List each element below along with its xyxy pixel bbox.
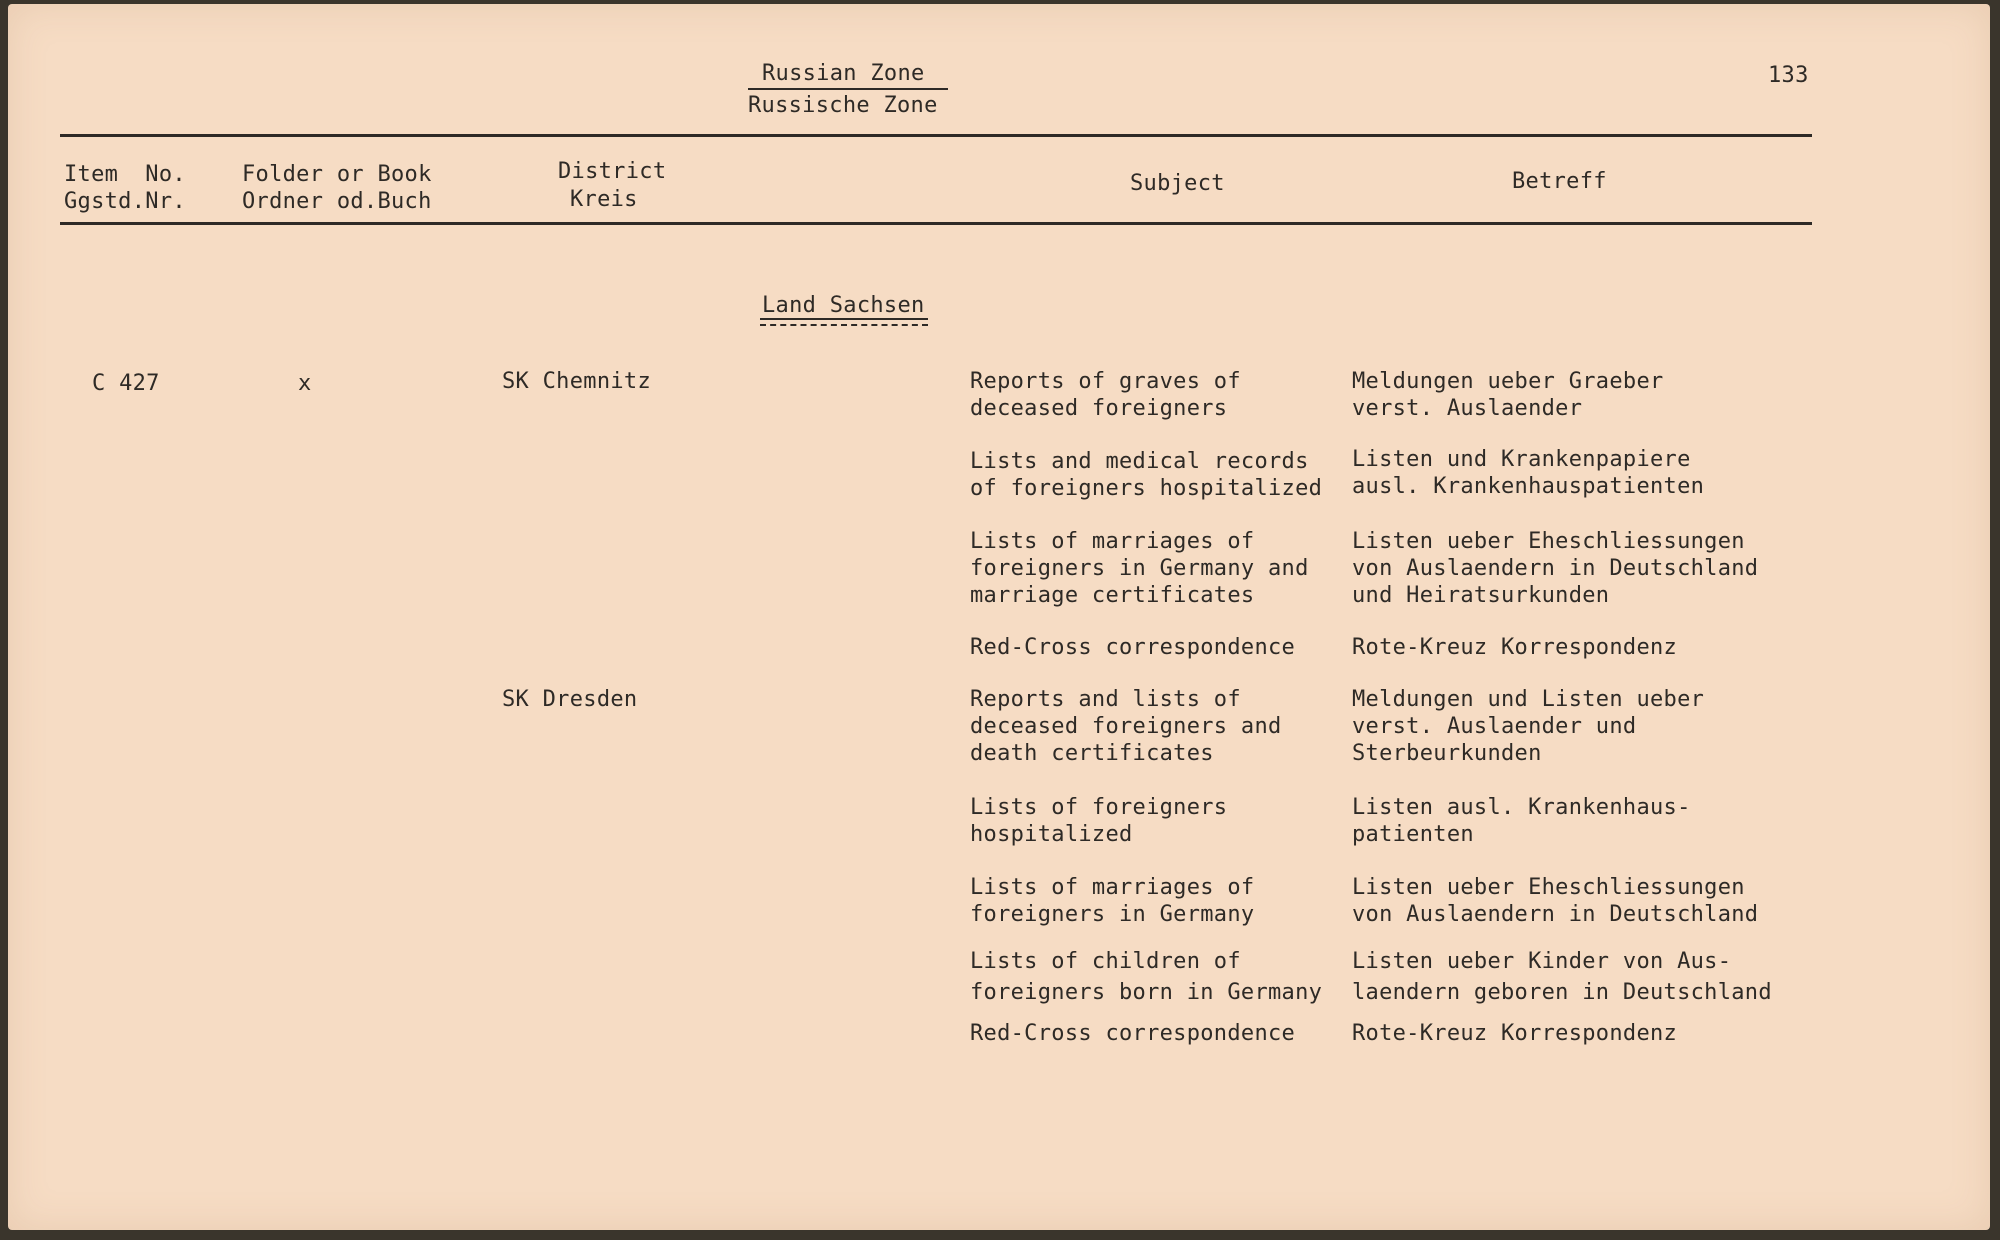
section-title-dashed-underline [760, 324, 928, 326]
betreff-line: verst. Auslaender und [1352, 714, 1637, 739]
col-district-en: District [558, 159, 667, 184]
subject-line: deceased foreigners and [970, 714, 1282, 739]
zone-title-en: Russian Zone [762, 61, 925, 86]
betreff-line: Meldungen ueber Graeber [1352, 369, 1664, 394]
betreff-line: Rote-Kreuz Korrespondenz [1352, 635, 1678, 660]
betreff-line: von Auslaendern in Deutschland [1352, 556, 1759, 581]
subject-line: Red-Cross correspondence [970, 635, 1296, 660]
folder-mark: x [298, 371, 312, 396]
col-folder-de: Ordner od.Buch [242, 189, 432, 214]
betreff-line: Listen ueber Eheschliessungen [1352, 529, 1745, 554]
subject-line: foreigners born in Germany [970, 980, 1323, 1005]
betreff-line: Listen ueber Kinder von Aus- [1352, 949, 1732, 974]
subject-line: Lists and medical records [970, 449, 1309, 474]
betreff-line: Listen und Krankenpapiere [1352, 447, 1691, 472]
betreff-line: verst. Auslaender [1352, 396, 1583, 421]
betreff-line: von Auslaendern in Deutschland [1352, 902, 1759, 927]
page-number: 133 [1768, 63, 1809, 88]
subject-line: death certificates [970, 741, 1214, 766]
section-title: Land Sachsen [762, 293, 925, 318]
subject-line: Lists of foreigners [970, 795, 1228, 820]
col-item-en: Item No. [64, 162, 186, 187]
subject-line: foreigners in Germany [970, 902, 1255, 927]
district-name: SK Chemnitz [502, 369, 651, 394]
subject-line: Reports and lists of [970, 687, 1241, 712]
subject-line: Lists of marriages of [970, 529, 1255, 554]
betreff-line: laendern geboren in Deutschland [1352, 980, 1772, 1005]
zone-title-de: Russische Zone [748, 93, 938, 118]
betreff-line: Listen ausl. Krankenhaus- [1352, 795, 1691, 820]
col-subject: Subject [1130, 171, 1225, 196]
table-top-rule [60, 134, 1812, 137]
betreff-line: Rote-Kreuz Korrespondenz [1352, 1021, 1678, 1046]
col-folder-en: Folder or Book [242, 162, 432, 187]
subject-line: marriage certificates [970, 583, 1255, 608]
item-number: C 427 [92, 371, 160, 396]
subject-line: deceased foreigners [970, 396, 1228, 421]
betreff-line: Meldungen und Listen ueber [1352, 687, 1705, 712]
betreff-line: patienten [1352, 822, 1474, 847]
subject-line: hospitalized [970, 822, 1133, 847]
district-name: SK Dresden [502, 687, 638, 712]
zone-title-underline [748, 88, 948, 90]
table-header-rule [60, 222, 1812, 225]
subject-line: Reports of graves of [970, 369, 1241, 394]
col-item-de: Ggstd.Nr. [64, 189, 186, 214]
col-betreff: Betreff [1512, 169, 1607, 194]
section-title-underline [760, 318, 928, 320]
betreff-line: Sterbeurkunden [1352, 741, 1542, 766]
subject-line: of foreigners hospitalized [970, 476, 1323, 501]
subject-line: Lists of marriages of [970, 875, 1255, 900]
betreff-line: Listen ueber Eheschliessungen [1352, 875, 1745, 900]
subject-line: Red-Cross correspondence [970, 1021, 1296, 1046]
col-district-de: Kreis [570, 187, 638, 212]
subject-line: Lists of children of [970, 949, 1241, 974]
subject-line: foreigners in Germany and [970, 556, 1309, 581]
document-page [8, 4, 1990, 1230]
betreff-line: ausl. Krankenhauspatienten [1352, 474, 1705, 499]
betreff-line: und Heiratsurkunden [1352, 583, 1610, 608]
